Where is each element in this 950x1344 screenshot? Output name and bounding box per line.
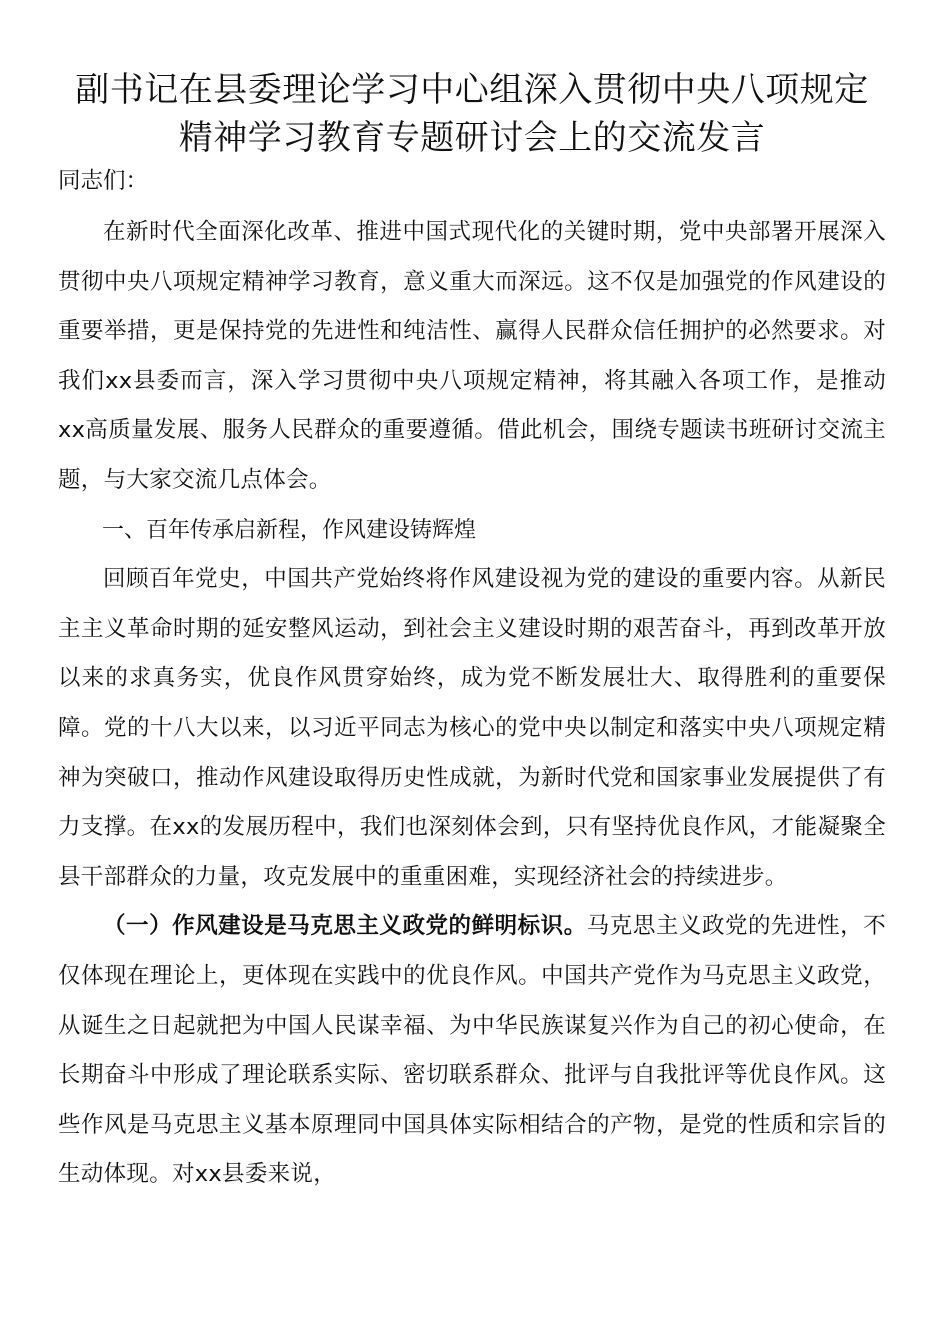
- subsection-heading-1: （一）作风建设是马克思主义政党的鲜明标识。: [103, 913, 587, 940]
- section-heading-1: 一、百年传承启新程，作风建设铸辉煌: [102, 517, 477, 543]
- document-title: [58, 66, 886, 162]
- subsection-paragraph-1: [58, 902, 886, 1200]
- title-line-2: 精神学习教育专题研讨会上的交流发言: [178, 118, 766, 158]
- title-line-1: 副书记在县委理论学习中心组深入贯彻中央八项规定: [75, 70, 869, 110]
- salutation: 同志们：: [58, 168, 149, 194]
- subsection-text-1: 马克思主义政党的先进性，不仅体现在理论上，更体现在实践中的优良作风。中国共产党作为马克思主义政党，从诞生之日起就把为中国人民谋幸福、为中华民族谋复兴作为自己的初心使命，在长期奋斗中形成了理论联系实际、密切联系群众、批评与自我批评等优良作风。这些作风是马克思主义基本原理同中国具体实际相结合的产物，是党的性质和宗旨的生动体现。对xx县委来说，: [58, 913, 886, 1188]
- history-paragraph: 回顾百年党史，中国共产党始终将作风建设视为党的建设的重要内容。从新民主主义革命时期的延安整风运动，到社会主义建设时期的艰苦奋斗，再到改革开放以来的求真务实，优良作风贯穿始终，成为党不断发展壮大、取得胜利的重要保障。党的十八大以来，以习近平同志为核心的党中央以制定和落实中央八项规定精神为突破口，推动作风建设取得历史性成就，为新时代党和国家事业发展提供了有力支撑。在xx的发展历程中，我们也深刻体会到，只有坚持优良作风，才能凝聚全县干部群众的力量，攻克发展中的重重困难，实现经济社会的持续进步。: [58, 566, 886, 890]
- opening-paragraph: 在新时代全面深化改革、推进中国式现代化的关键时期，党中央部署开展深入贯彻中央八项规定精神学习教育，意义重大而深远。这不仅是加强党的作风建设的重要举措，更是保持党的先进性和纯洁性、赢得人民群众信任拥护的必然要求。对我们xx县委而言，深入学习贯彻中央八项规定精神，将其融入各项工作，是推动xx高质量发展、服务人民群众的重要遵循。借此机会，围绕专题读书班研讨交流主题，与大家交流几点体会。: [58, 219, 886, 493]
